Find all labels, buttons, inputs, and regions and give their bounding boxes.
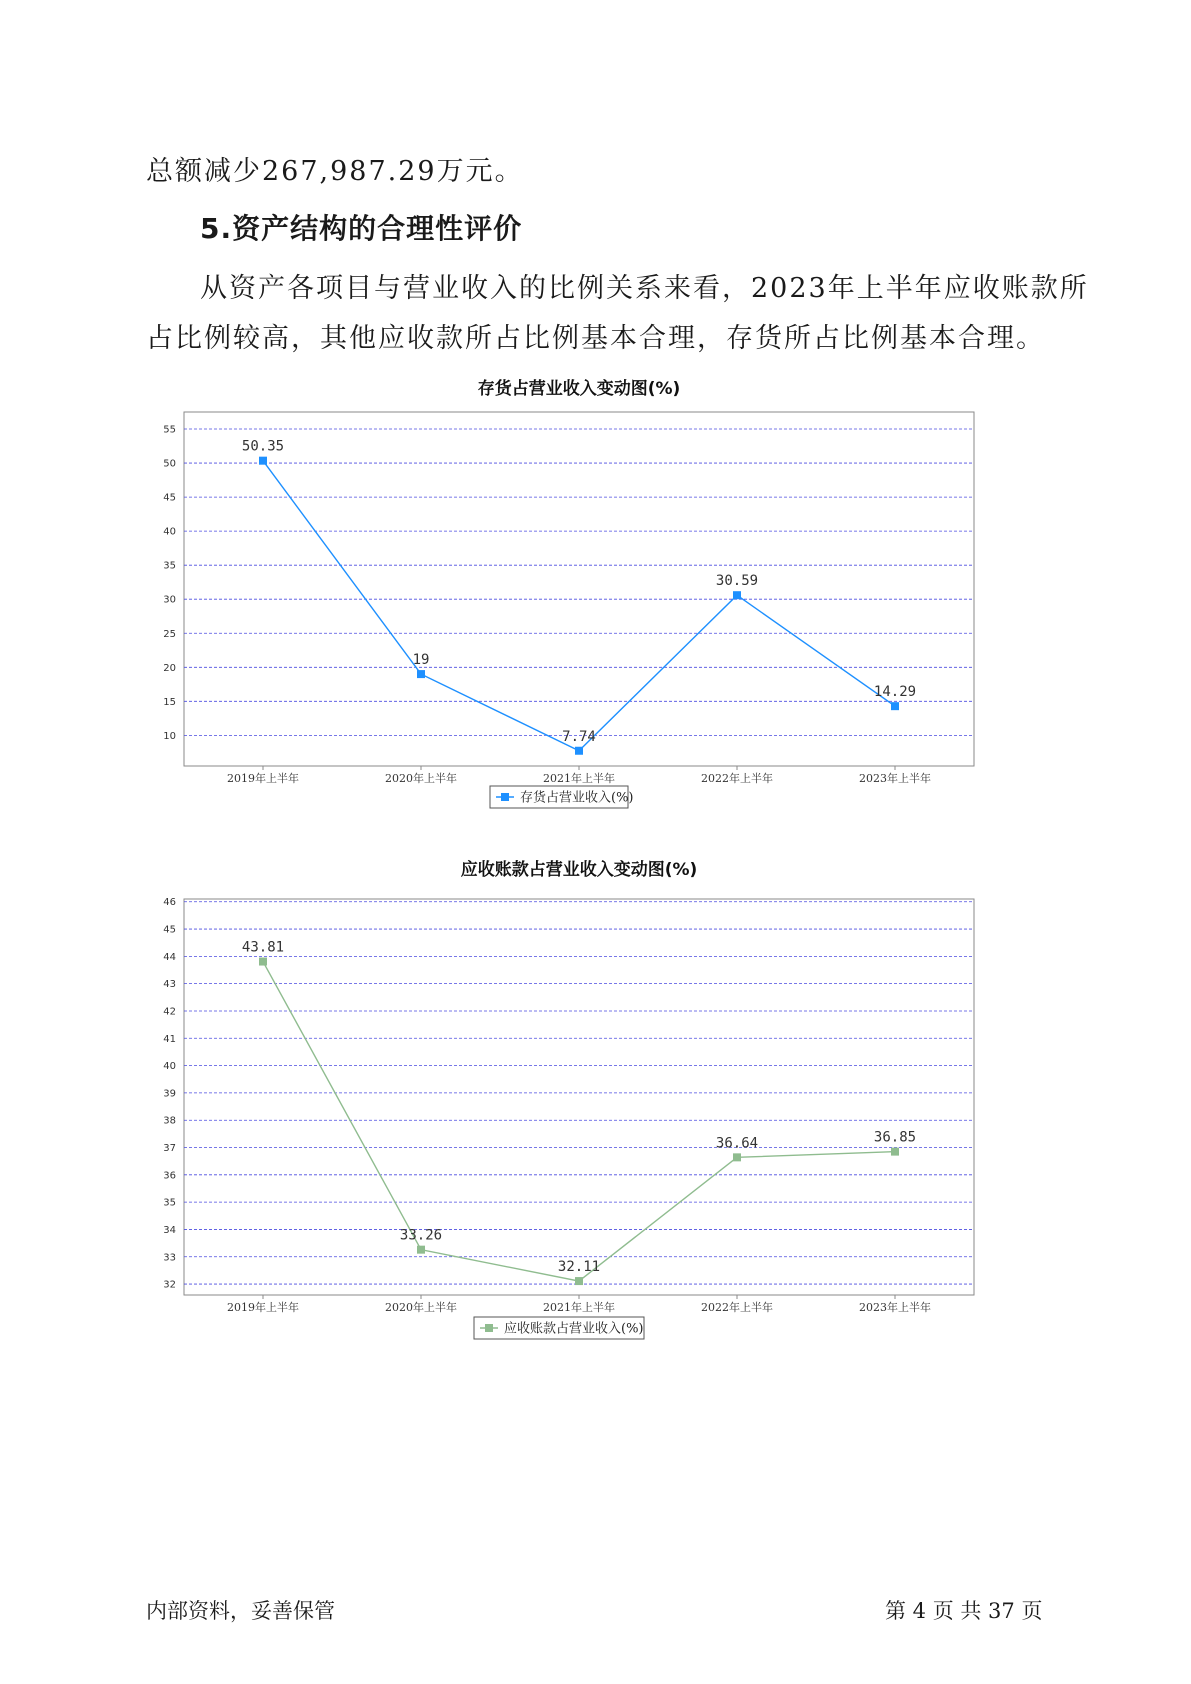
y-tick-label: 50 [163,458,176,470]
y-tick-label: 40 [163,1061,176,1073]
y-tick-label: 46 [163,897,176,909]
data-label: 36.85 [873,1129,917,1146]
y-tick-label: 10 [163,730,176,742]
data-label: 32.11 [557,1259,601,1276]
y-tick-label: 38 [163,1115,176,1127]
plot-area [184,899,974,1295]
y-tick-label: 37 [163,1143,176,1155]
y-tick-label: 45 [163,492,176,504]
chart-legend [474,1317,644,1339]
y-tick-label: 36 [163,1170,176,1182]
y-tick-label: 20 [163,662,176,674]
data-point [575,747,583,755]
y-tick-label: 55 [163,424,176,436]
y-tick-label: 25 [163,628,176,640]
data-label: 43.81 [241,939,285,956]
data-point [891,1148,899,1156]
inventory-ratio-chart [146,380,1046,840]
chart-title: 存货占营业收入变动图(%) [477,379,681,399]
y-tick-label: 15 [163,696,176,708]
x-tick-label: 2023年上半年 [859,772,931,785]
legend-label: 应收账款占营业收入(%) [504,1321,644,1337]
data-label: 33.26 [399,1227,443,1244]
paragraph-line-1: 从资产各项目与营业收入的比例关系来看，2023年上半年应收账款所 [200,273,1089,304]
chart-legend [490,786,634,808]
data-label: 19 [412,652,430,669]
data-point [575,1277,583,1285]
chart-svg [146,860,1046,1345]
data-point [891,702,899,710]
x-tick-label: 2021年上半年 [543,1301,615,1314]
data-label: 36.64 [715,1135,759,1152]
data-point [259,457,267,465]
data-label: 50.35 [241,438,285,455]
footer-confidential-note: 内部资料，妥善保管 [146,1599,335,1623]
plot-area [184,412,974,766]
legend-marker-icon [485,1324,493,1332]
y-tick-label: 33 [163,1252,176,1264]
y-tick-label: 41 [163,1033,176,1045]
y-tick-label: 30 [163,594,176,606]
x-tick-label: 2020年上半年 [385,772,457,785]
data-point [259,958,267,966]
x-tick-label: 2023年上半年 [859,1301,931,1314]
legend-label: 存货占营业收入(%) [520,790,634,806]
x-tick-label: 2019年上半年 [227,772,299,785]
y-tick-label: 39 [163,1088,176,1100]
y-tick-label: 35 [163,1197,176,1209]
section-heading: 5.资产结构的合理性评价 [200,212,523,245]
data-label: 7.74 [562,728,596,745]
y-tick-label: 45 [163,924,176,936]
paragraph-line-2: 占比例较高，其他应收款所占比例基本合理，存货所占比例基本合理。 [146,323,1045,354]
receivables-ratio-chart [146,860,1046,1345]
paragraph-asset-structure [146,264,1089,364]
y-tick-label: 40 [163,526,176,538]
paragraph-total-decrease: 总额减少267,987.29万元。 [146,156,524,187]
x-tick-label: 2020年上半年 [385,1301,457,1314]
y-tick-label: 32 [163,1279,176,1291]
data-point [733,1153,741,1161]
y-tick-label: 43 [163,979,176,991]
legend-marker-icon [501,793,509,801]
y-tick-label: 44 [163,951,176,963]
x-tick-label: 2022年上半年 [701,1301,773,1314]
x-tick-label: 2021年上半年 [543,772,615,785]
x-tick-label: 2022年上半年 [701,772,773,785]
chart-title: 应收账款占营业收入变动图(%) [460,860,698,880]
data-label: 30.59 [715,573,759,590]
y-tick-label: 34 [163,1224,176,1236]
y-tick-label: 35 [163,560,176,572]
data-point [417,1246,425,1254]
data-point [733,591,741,599]
footer-page-number: 第 4 页 共 37 页 [885,1599,1043,1623]
data-point [417,670,425,678]
x-tick-label: 2019年上半年 [227,1301,299,1314]
chart-svg [146,380,1046,840]
y-tick-label: 42 [163,1006,176,1018]
data-label: 14.29 [873,684,917,701]
